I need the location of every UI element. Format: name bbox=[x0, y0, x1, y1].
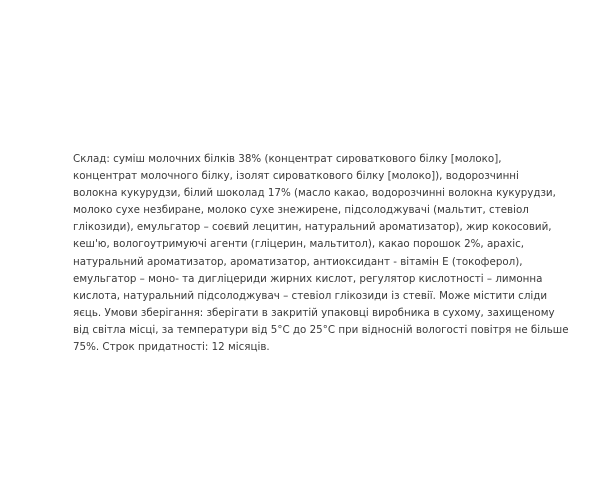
composition-line: кислота, натуральний підсолоджувач – стевіол глікозиди із стевії. Може містити сліди bbox=[73, 289, 548, 302]
shelf-life-line: 75%. Строк придатності: 12 місяців. bbox=[73, 341, 270, 354]
composition-line: Склад: суміш молочних білків 38% (концентрат сироваткового білку [молоко], bbox=[73, 153, 502, 165]
composition-line: натуральний ароматизатор, ароматизатор, антиоксидант - вітамін Е (токоферол), bbox=[73, 255, 523, 268]
composition-line: глікозиди), емульгатор – соєвий лецитин, натуральний ароматизатор), жир кокосовий, bbox=[73, 221, 552, 234]
composition-line: волокна кукурудзи, білий шоколад 17% (масло какао, водорозчинні волокна кукурудзи, bbox=[73, 187, 556, 200]
composition-line: яєць. Умови зберігання: зберігати в закритій упаковці виробника в сухому, захищеному bbox=[73, 306, 555, 319]
composition-line: концентрат молочного білку, ізолят сироваткового білку [молоко]), водорозчинні bbox=[73, 170, 519, 183]
storage-conditions-line: від світла місці, за температури від 5°С до 25°С при відносній вологості повітря не більше bbox=[73, 323, 569, 336]
composition-line: емульгатор – моно- та дигліцериди жирних кислот, регулятор кислотності – лимонна bbox=[73, 272, 543, 285]
composition-line: кеш'ю, вологоутримуючі агенти (гліцерин, мальтитол), какао порошок 2%, арахіс, bbox=[73, 238, 525, 251]
composition-line: молоко сухе незбиране, молоко сухе знежирене, підсолоджувачі (мальтит, стевіол bbox=[73, 204, 529, 217]
product-composition-text bbox=[73, 151, 569, 356]
